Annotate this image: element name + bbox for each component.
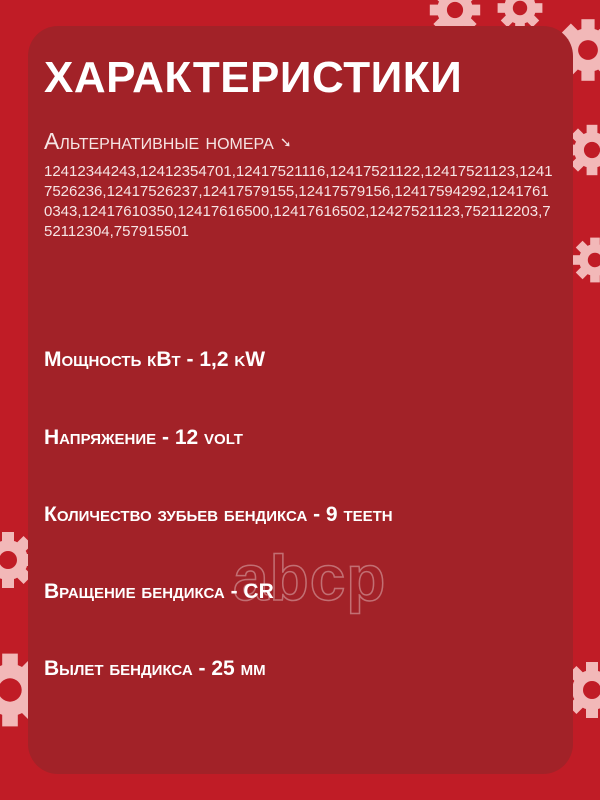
characteristics-card <box>28 26 573 774</box>
arrow-down-right-icon: ➘ <box>279 134 292 151</box>
spec-voltage: Напряжение - 12 volt <box>44 426 243 449</box>
gear-icon <box>573 238 600 283</box>
alternative-numbers-list: 12412344243,12412354701,12417521116,12417521122,12417521123,12417526236,12417526237,12417579155,12417579156,12417594292,12417610343,12417610350,12417616500,12417616502,12427521123,752112203,752112304,757915501 <box>44 163 553 240</box>
alternative-numbers-heading <box>44 128 292 155</box>
watermark-logo: abcp <box>233 542 387 614</box>
spec-rotation: Вращение бендикса - CR <box>44 580 274 603</box>
alternative-numbers-label: Альтернативные номера <box>44 128 274 154</box>
spec-power: Мощность кВт - 1,2 kW <box>44 348 266 371</box>
spec-teeth: Количество зубьев бендикса - 9 teeth <box>44 503 393 526</box>
spec-offset: Вылет бендикса - 25 мм <box>44 657 266 680</box>
page-title: ХАРАКТЕРИСТИКИ <box>44 53 463 102</box>
